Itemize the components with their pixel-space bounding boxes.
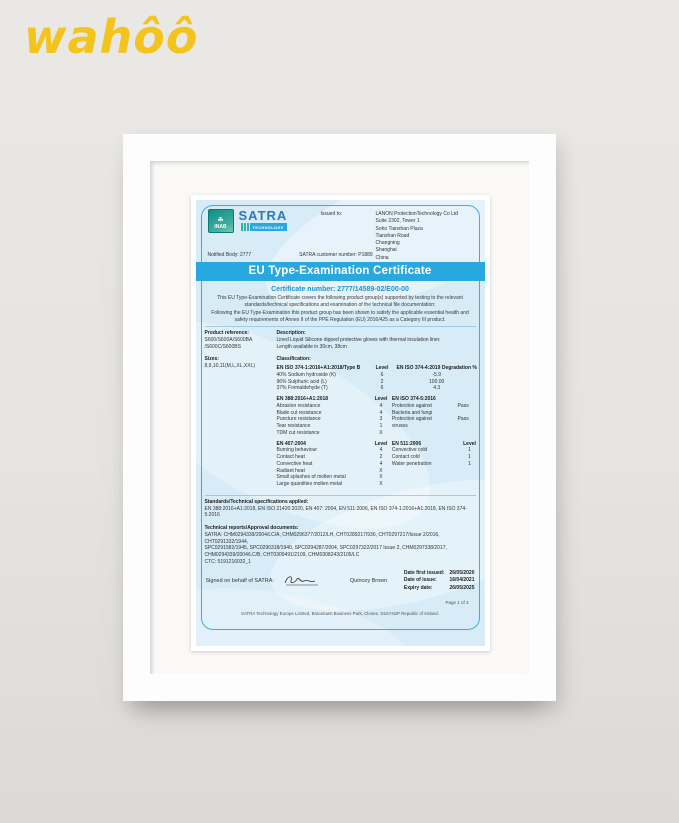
- standards-text: EN 388:2016+A1:2018, EN ISO 21420:2020, EN 407: 2004, EN 511:2006, EN ISO 374-1:2016+A1:2018, EN ISO 374-5:2016: [204, 505, 467, 519]
- table-cell: Protection against: [391, 416, 432, 423]
- table-cell: Small splashes of molten metal: [276, 474, 346, 481]
- table-cell: 4: [379, 409, 383, 416]
- table-cell: Contact cold: [391, 454, 420, 460]
- signature-scribble: [282, 574, 322, 588]
- address-line: Tianshan Road: [375, 232, 410, 239]
- table-cell: Convective heat: [276, 460, 313, 467]
- table-header: Level: [463, 440, 476, 447]
- satra-technology-label: TECHNOLOGY: [250, 223, 287, 231]
- table-cell: [458, 430, 482, 437]
- table-cell: X: [379, 481, 383, 487]
- reports-line: CHM0294339/2004/LC/B, CHT0309491/2109, CHM0308243/2105/LC: [204, 552, 360, 558]
- date-label: Date first issued:: [403, 569, 445, 576]
- sizes-label: Sizes:: [204, 356, 219, 363]
- product-reference-label: Product reference:: [204, 330, 249, 336]
- reports-label: Technical reports/Approval documents:: [204, 525, 299, 531]
- date-value: 26/05/2025: [449, 584, 475, 591]
- signature-row: [196, 566, 485, 593]
- frame-mat: [150, 161, 529, 674]
- product-section: [196, 330, 485, 492]
- table-cell: Puncture resistance: [276, 416, 321, 423]
- table-cell: 4: [379, 460, 383, 467]
- table-cell: 100.00: [429, 378, 445, 385]
- table-header: Level: [374, 440, 388, 447]
- table-cell: X: [379, 429, 383, 436]
- table-header: EN ISO 374-5:2016: [391, 396, 436, 402]
- intro-paragraph: This EU Type-Examination Certificate covers the following product group(s) supported by testing to the relevant standards/technical specifications and examination of the technical file documentation:: [217, 295, 463, 308]
- table-cell: [458, 410, 482, 417]
- table-header: EN 407:2004: [276, 440, 306, 447]
- table-cell: 4.3: [433, 385, 441, 392]
- address-line: Changning: [375, 240, 400, 246]
- reports-line: CTC: 5191216032_1: [204, 558, 251, 565]
- table-cell: [458, 481, 482, 488]
- signed-label: Signed on behalf of SATRA:: [205, 577, 274, 584]
- table-cell: [458, 468, 482, 475]
- shamrock-icon: ☘: [217, 217, 224, 224]
- divider: [205, 326, 476, 327]
- picture-frame: [123, 134, 556, 701]
- standards-label: Standards/Technical specifications applied:: [204, 498, 309, 505]
- classification-label: Classification:: [276, 356, 311, 363]
- reports-line: SATRA: CHM0294339/2004/LC/A, CHM0296377/2012/LH, CHT0289217/936, CHT0297217/Issue 2/2016, CHT0291332/1944,: [204, 531, 440, 545]
- description-line: Lined Liquid Silicone dipped protective gloves with thermal insulation liner.: [276, 336, 441, 343]
- table-en-388: [277, 396, 476, 437]
- table-cell: Bacteria and fungi: [391, 409, 433, 416]
- table-cell: 3: [379, 416, 383, 423]
- table-cell: 4: [379, 402, 383, 409]
- description-line: Length available in 30cm, 38cm: [276, 343, 347, 350]
- issuer-logos: [208, 209, 313, 250]
- table-en-407-511: [277, 441, 476, 488]
- address-line: Suite 2302, Tower 1: [375, 218, 420, 225]
- description-label: Description:: [276, 330, 306, 336]
- certificate-content: [196, 200, 485, 646]
- product-reference: S600/S600A/S600BA: [204, 336, 253, 343]
- table-header: EN ISO 374-4:2019 Degradation %: [396, 365, 477, 371]
- customer-number: SATRA customer number: P1889: [299, 252, 373, 258]
- table-cell: 6: [380, 371, 384, 378]
- address-line: Shanghai: [375, 247, 397, 254]
- dates-block: [404, 570, 475, 593]
- reports-line: SPC0291582/1945, SPC0290318/1940, SPC0294287/2004, SPC0297322/2017 Issue 2, CHM0297338/2017,: [204, 545, 447, 552]
- table-cell: 2: [380, 378, 384, 385]
- table-cell: Burning behaviour: [276, 447, 318, 454]
- table-cell: [392, 468, 456, 475]
- inab-logo-text: INAB: [214, 224, 227, 230]
- table-cell: Tear resistance: [276, 423, 311, 429]
- certificate-body: [196, 200, 485, 646]
- table-cell: Contact heat: [276, 454, 305, 460]
- table-cell: 2: [379, 454, 383, 460]
- satra-logo-text: SATRA: [238, 208, 288, 223]
- table-cell: Water penetration: [391, 460, 432, 467]
- table-cell: Abrasion resistance: [276, 402, 321, 409]
- table-header: EN 388:2016+A1:2018: [276, 396, 329, 402]
- signatory-name: Quincey Brown: [349, 577, 388, 584]
- notified-body-row: [196, 250, 485, 262]
- divider: [205, 495, 476, 496]
- table-cell: 6: [380, 385, 384, 392]
- table-cell: 37% Formaldehyde (T): [276, 385, 328, 392]
- date-value: 16/04/2021: [449, 577, 475, 583]
- table-cell: -5.9: [432, 371, 441, 378]
- table-header: EN 511:2006: [391, 440, 422, 447]
- table-cell: X: [379, 474, 383, 481]
- brand-logo: wahôô: [24, 10, 199, 64]
- satra-logo-bar: [241, 223, 243, 231]
- table-header: Level: [374, 396, 388, 402]
- satra-logo-bar: [247, 223, 249, 231]
- table-cell: Radiant heat: [276, 467, 305, 474]
- product-reference: /S600C/S600BS: [204, 343, 241, 350]
- certificate-footer: SATRA Technology Europe Limited, Bracetown Business Park, Clonee, D15YN2P Republic of Ireland.: [241, 611, 439, 616]
- certificate-number: Certificate number: 2777/14589-02/E00-00: [271, 286, 409, 293]
- table-cell: Blade cut resistance: [276, 409, 322, 416]
- table-cell: 4: [379, 447, 383, 454]
- satra-logo: [239, 209, 288, 250]
- issued-to-label: Issued to:: [320, 211, 343, 217]
- page-number: Page 1 of 3: [445, 600, 469, 605]
- table-cell: 96% Sulphuric acid (L): [276, 378, 327, 385]
- certificate-title: EU Type-Examination Certificate: [196, 262, 485, 281]
- table-cell: [458, 423, 482, 430]
- table-cell: 1: [379, 423, 383, 429]
- table-header: EN ISO 374-1:2016+A1:2018/Type B: [276, 365, 361, 371]
- table-cell: 1: [468, 447, 471, 454]
- table-header: [458, 396, 482, 403]
- table-cell: Protection against: [391, 402, 432, 409]
- table-cell: 1: [468, 460, 471, 467]
- table-cell: TDM cut resistance: [276, 429, 320, 436]
- address-line: China: [375, 254, 389, 261]
- date-label: Expiry date:: [403, 584, 433, 591]
- table-cell: Pass: [457, 416, 469, 423]
- address-line: Soho Tianshan Plaza: [375, 225, 423, 232]
- table-cell: X: [379, 467, 383, 474]
- table-cell: [392, 481, 456, 488]
- date-value: 26/05/2020: [449, 569, 475, 576]
- address-line: LANON ProtectionTechnology Co Ltd: [375, 211, 459, 217]
- intro-paragraph: Following the EU Type-Examination this product group has been shown to satisfy the applicable essential health and safety requirements of Annex II of the PPE Regulation (EU) 2016/425 as a Category III product.: [211, 310, 469, 323]
- date-label: Date of issue:: [403, 577, 437, 583]
- certificate-sheet: [191, 195, 490, 651]
- table-cell: Convective cold: [391, 447, 428, 454]
- table-cell: Pass: [457, 402, 469, 409]
- table-cell: [392, 474, 456, 481]
- inab-logo: [208, 209, 234, 233]
- issued-to-address: [375, 209, 459, 261]
- table-cell: Large quantities molten metal: [276, 481, 343, 487]
- table-cell: 40% Sodium hydroxide (K): [276, 371, 336, 378]
- reports-section: [196, 525, 485, 566]
- table-cell: [392, 430, 456, 437]
- table-cell: [458, 474, 482, 481]
- table-header: Level: [375, 365, 389, 371]
- standards-section: [196, 499, 485, 519]
- satra-logo-bar: [244, 223, 246, 231]
- table-cell: viruses: [391, 423, 408, 429]
- table-cell: 1: [468, 454, 471, 460]
- sizes-value: 8,9,10,11(M,L,XL,XXL): [204, 363, 255, 369]
- table-en-iso-374: [277, 365, 476, 392]
- notified-body: Notified Body: 2777: [207, 252, 252, 258]
